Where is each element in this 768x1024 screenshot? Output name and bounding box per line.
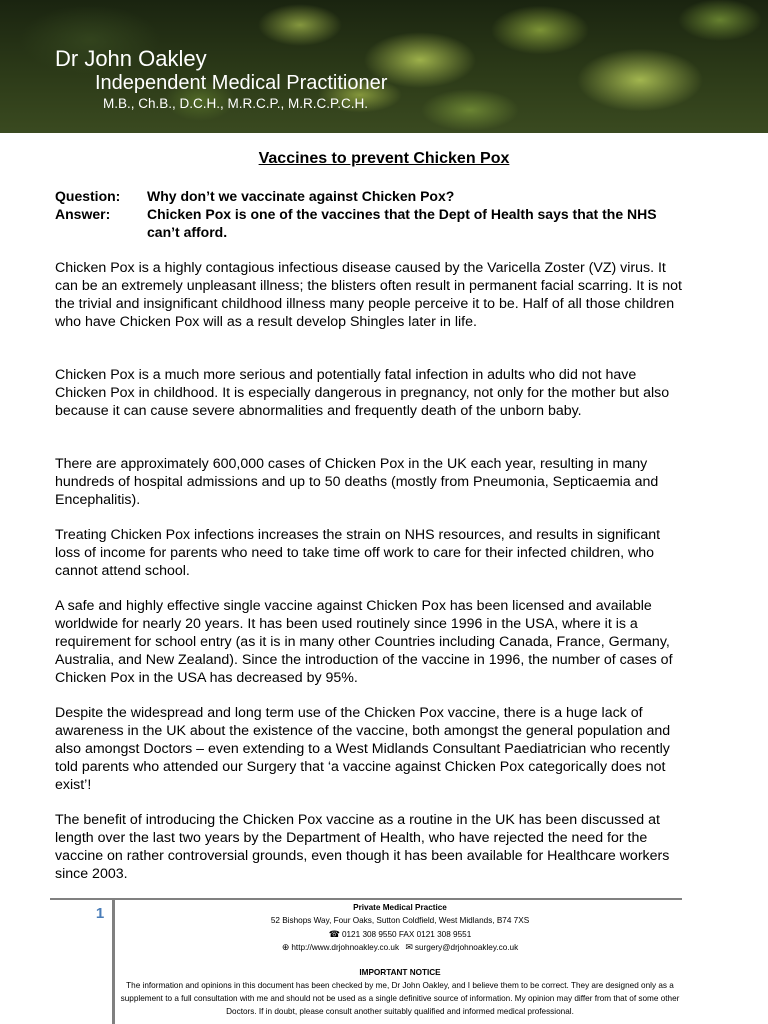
doctor-name: Dr John Oakley	[55, 46, 207, 71]
paragraph-disease: Chicken Pox is a highly contagious infectious disease caused by the Varicella Zoster (VZ) virus. It can be an extremely unpleasant illness; the blisters often result in permanent facial scarring. It is not the trivial and insignificant childhood illness many people perceive it to be. Half of all those children who have Chicken Pox will as a result develop Shingles later in life.	[55, 260, 682, 330]
contact-web-row	[118, 941, 682, 955]
phone-icon: ☎	[328, 928, 340, 939]
paragraph-cases: There are approximately 600,000 cases of Chicken Pox in the UK each year, resulting in many hundreds of hospital admissions and up to 50 deaths (mostly from Pneumonia, Septicaemia and Encephalitis).	[55, 456, 659, 508]
paragraph-awareness: Despite the widespread and long term use of the Chicken Pox vaccine, there is a huge lack of awareness in the UK about the existence of the vaccine, both amongst the general population and also amongst Doctors – even extending to a West Midlands Consultant Paediatrician who recently told parents who attended our Surgery that ‘a vaccine against Chicken Pox categorically does not exist’!	[55, 705, 671, 793]
answer-text: Chicken Pox is one of the vaccines that the Dept of Health says that the NHS can’t afford.	[147, 206, 657, 240]
footer-margin-rule	[112, 900, 115, 1024]
header-banner	[0, 0, 768, 133]
page-number: 1	[95, 905, 105, 922]
paragraph-vaccine: A safe and highly effective single vaccine against Chicken Pox has been licensed and available worldwide for nearly 20 years. It has been used routinely since 1996 in the USA, where it is a requirement for school entry (as it is in many other Countries including Canada, France, Germany, Australia, and New Zealand). Since the introduction of the vaccine in 1996, the number of cases of Chicken Pox in the USA has decreased by 95%.	[55, 598, 673, 686]
notice-heading: IMPORTANT NOTICE	[359, 968, 441, 978]
phone-numbers: 0121 308 9550 FAX 0121 308 9551	[341, 929, 472, 939]
practice-name: Private Medical Practice	[353, 903, 447, 912]
practitioner-title: Independent Medical Practitioner	[95, 72, 388, 94]
question-text: Why don’t we vaccinate against Chicken Pox?	[147, 188, 455, 204]
question-label: Question:	[55, 188, 121, 204]
email-link[interactable]: surgery@drjohnoakley.co.uk	[414, 943, 519, 953]
notice-text: The information and opinions in this document has been checked by me, Dr John Oakley, and I believe them to be correct. They are designed only as a supplement to a full consultation with me and should not be used as a single definitive source of information. My opinion may differ from that of some other Doctors. If in doubt, please consult another suitably qualified and informed medical professional.	[120, 980, 680, 1016]
paragraph-nhs-strain: Treating Chicken Pox infections increases the strain on NHS resources, and results in significant loss of income for parents who need to take time off work to care for their infected children, who cannot attend school.	[55, 527, 661, 579]
paragraph-adults: Chicken Pox is a much more serious and potentially fatal infection in adults who did not have Chicken Pox in childhood. It is especially dangerous in pregnancy, not only for the mother but also because it can cause severe abnormalities and frequently death of the unborn baby.	[55, 367, 670, 419]
paragraph-department: The benefit of introducing the Chicken Pox vaccine as a routine in the UK has been discussed at length over the last two years by the Department of Health, who have rejected the need for the vaccine on rather controversial grounds, even though it has been available for Healthcare workers since 2003.	[55, 812, 670, 882]
footer-divider	[50, 898, 682, 900]
globe-icon: ⊕	[281, 942, 290, 953]
envelope-icon: ✉	[405, 942, 413, 953]
document-title: Vaccines to prevent Chicken Pox	[258, 150, 510, 167]
qualifications: M.B., Ch.B., D.C.H., M.R.C.P., M.R.C.P.C.H.	[103, 96, 369, 111]
website-link[interactable]: http://www.drjohnoakley.co.uk	[291, 943, 400, 953]
footer	[118, 902, 682, 1018]
answer-label: Answer:	[55, 206, 111, 222]
practice-address: 52 Bishops Way, Four Oaks, Sutton Coldfield, West Midlands, B74 7XS	[270, 915, 530, 925]
contact-phone-row	[118, 928, 682, 942]
